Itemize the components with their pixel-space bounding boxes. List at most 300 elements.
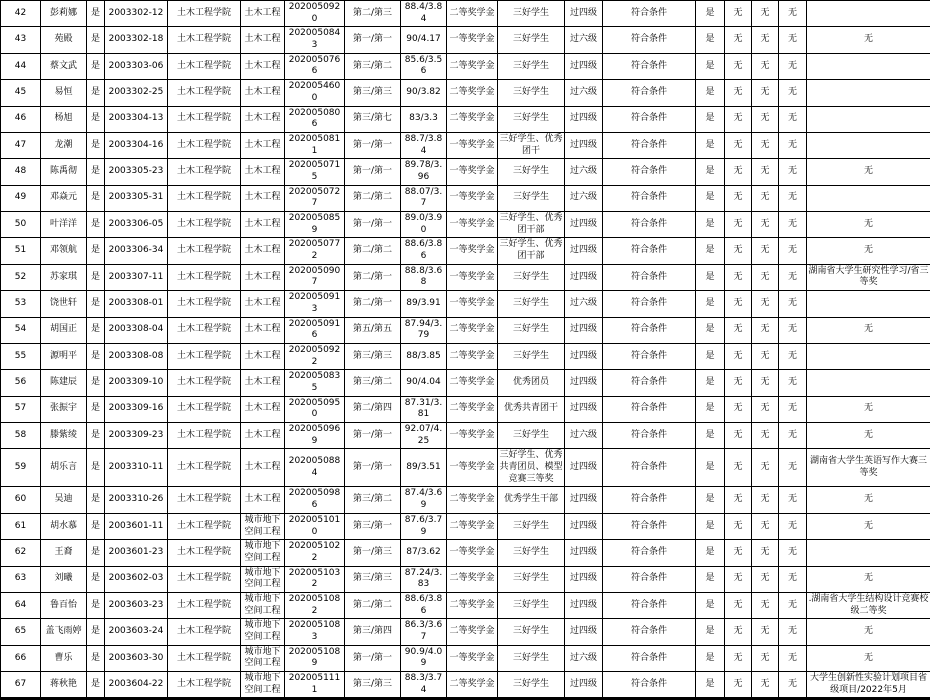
cell-major[interactable]: 土木工程 — [241, 487, 285, 513]
cell-rank[interactable]: 第二/第二 — [345, 238, 401, 264]
cell-no[interactable]: 60 — [1, 487, 41, 513]
cell-scholarship[interactable]: 一等奖学金 — [447, 423, 498, 449]
cell-extra3[interactable]: 无 — [779, 449, 807, 487]
cell-extra1[interactable]: 无 — [725, 264, 752, 290]
cell-student_no[interactable]: 2020050843 — [285, 27, 345, 53]
cell-name[interactable]: 曹乐 — [41, 645, 87, 671]
cell-no[interactable]: 47 — [1, 132, 41, 158]
cell-honor[interactable]: 三好学生 — [498, 566, 565, 592]
cell-remark[interactable]: 无 — [807, 396, 930, 422]
cell-qualified[interactable]: 符合条件 — [603, 449, 696, 487]
cell-name[interactable]: 蒋秋艳 — [41, 672, 87, 699]
cell-class_id[interactable]: 2003305-31 — [105, 185, 168, 211]
cell-rank[interactable]: 第三/第二 — [345, 487, 401, 513]
cell-confirm2[interactable]: 是 — [696, 540, 725, 566]
cell-major[interactable]: 城市地下空间工程 — [241, 566, 285, 592]
cell-major[interactable]: 城市地下空间工程 — [241, 672, 285, 699]
cell-scholarship[interactable]: 二等奖学金 — [447, 487, 498, 513]
cell-qualified[interactable]: 符合条件 — [603, 619, 696, 645]
cell-student_no[interactable]: 2020051010 — [285, 513, 345, 539]
cell-college[interactable]: 土木工程学院 — [168, 185, 241, 211]
cell-major[interactable]: 土木工程 — [241, 264, 285, 290]
cell-college[interactable]: 土木工程学院 — [168, 132, 241, 158]
cell-extra2[interactable]: 无 — [752, 672, 779, 699]
cell-major[interactable]: 城市地下空间工程 — [241, 513, 285, 539]
cell-extra3[interactable]: 无 — [779, 317, 807, 343]
cell-class_id[interactable]: 2003306-34 — [105, 238, 168, 264]
cell-confirm2[interactable]: 是 — [696, 619, 725, 645]
cell-name[interactable]: 陈禹彻 — [41, 159, 87, 185]
cell-extra1[interactable]: 无 — [725, 672, 752, 699]
cell-major[interactable]: 土木工程 — [241, 238, 285, 264]
cell-student_no[interactable]: 2020051111 — [285, 672, 345, 699]
cell-no[interactable]: 61 — [1, 513, 41, 539]
cell-rank[interactable]: 第一/第一 — [345, 645, 401, 671]
cell-name[interactable]: 王裔 — [41, 540, 87, 566]
cell-class_id[interactable]: 2003604-22 — [105, 672, 168, 699]
cell-college[interactable]: 土木工程学院 — [168, 106, 241, 132]
cell-confirm2[interactable]: 是 — [696, 566, 725, 592]
cell-cet[interactable]: 过四级 — [565, 264, 603, 290]
cell-name[interactable]: 叶洋洋 — [41, 212, 87, 238]
cell-qualified[interactable]: 符合条件 — [603, 317, 696, 343]
cell-no[interactable]: 54 — [1, 317, 41, 343]
cell-scholarship[interactable]: 一等奖学金 — [447, 132, 498, 158]
cell-qualified[interactable]: 符合条件 — [603, 1, 696, 27]
cell-extra3[interactable]: 无 — [779, 1, 807, 27]
cell-no[interactable]: 64 — [1, 592, 41, 618]
cell-extra3[interactable]: 无 — [779, 370, 807, 396]
cell-name[interactable]: 吴迪 — [41, 487, 87, 513]
cell-extra3[interactable]: 无 — [779, 106, 807, 132]
cell-college[interactable]: 土木工程学院 — [168, 159, 241, 185]
cell-name[interactable]: 邓焱元 — [41, 185, 87, 211]
cell-major[interactable]: 城市地下空间工程 — [241, 540, 285, 566]
cell-class_id[interactable]: 2003310-26 — [105, 487, 168, 513]
cell-cet[interactable]: 过四级 — [565, 343, 603, 369]
cell-extra3[interactable]: 无 — [779, 80, 807, 106]
cell-rank[interactable]: 第三/第三 — [345, 80, 401, 106]
cell-no[interactable]: 50 — [1, 212, 41, 238]
cell-college[interactable]: 土木工程学院 — [168, 80, 241, 106]
cell-student_no[interactable]: 2020050920 — [285, 1, 345, 27]
cell-qualified[interactable]: 符合条件 — [603, 513, 696, 539]
cell-scholarship[interactable]: 一等奖学金 — [447, 159, 498, 185]
cell-confirm[interactable]: 是 — [87, 566, 105, 592]
cell-honor[interactable]: 三好学生 — [498, 645, 565, 671]
cell-class_id[interactable]: 2003304-16 — [105, 132, 168, 158]
cell-qualified[interactable]: 符合条件 — [603, 487, 696, 513]
cell-score[interactable]: 89/3.51 — [401, 449, 447, 487]
cell-scholarship[interactable]: 二等奖学金 — [447, 1, 498, 27]
cell-extra3[interactable]: 无 — [779, 619, 807, 645]
cell-student_no[interactable]: 2020050913 — [285, 291, 345, 317]
cell-score[interactable]: 89/3.91 — [401, 291, 447, 317]
cell-remark[interactable]: 无 — [807, 566, 930, 592]
cell-extra1[interactable]: 无 — [725, 212, 752, 238]
cell-confirm2[interactable]: 是 — [696, 212, 725, 238]
cell-class_id[interactable]: 2003602-03 — [105, 566, 168, 592]
cell-scholarship[interactable]: 一等奖学金 — [447, 264, 498, 290]
cell-score[interactable]: 88.6/3.86 — [401, 592, 447, 618]
cell-extra2[interactable]: 无 — [752, 513, 779, 539]
cell-confirm2[interactable]: 是 — [696, 53, 725, 79]
cell-extra3[interactable]: 无 — [779, 264, 807, 290]
cell-confirm2[interactable]: 是 — [696, 396, 725, 422]
cell-name[interactable]: 刘曦 — [41, 566, 87, 592]
cell-extra2[interactable]: 无 — [752, 212, 779, 238]
cell-confirm[interactable]: 是 — [87, 343, 105, 369]
cell-qualified[interactable]: 符合条件 — [603, 291, 696, 317]
cell-confirm[interactable]: 是 — [87, 449, 105, 487]
cell-score[interactable]: 89.0/3.90 — [401, 212, 447, 238]
cell-confirm2[interactable]: 是 — [696, 132, 725, 158]
cell-confirm2[interactable]: 是 — [696, 106, 725, 132]
cell-remark[interactable] — [807, 1, 930, 27]
cell-rank[interactable]: 第一/第一 — [345, 27, 401, 53]
cell-score[interactable]: 90.9/4.09 — [401, 645, 447, 671]
cell-no[interactable]: 52 — [1, 264, 41, 290]
cell-remark[interactable] — [807, 53, 930, 79]
cell-college[interactable]: 土木工程学院 — [168, 645, 241, 671]
cell-no[interactable]: 46 — [1, 106, 41, 132]
cell-college[interactable]: 土木工程学院 — [168, 291, 241, 317]
cell-qualified[interactable]: 符合条件 — [603, 80, 696, 106]
cell-no[interactable]: 59 — [1, 449, 41, 487]
cell-name[interactable]: 易恒 — [41, 80, 87, 106]
cell-score[interactable]: 87.94/3.79 — [401, 317, 447, 343]
cell-confirm[interactable]: 是 — [87, 1, 105, 27]
cell-rank[interactable]: 第五/第五 — [345, 317, 401, 343]
cell-honor[interactable]: 三好学生 — [498, 592, 565, 618]
cell-student_no[interactable]: 2020050884 — [285, 449, 345, 487]
cell-extra1[interactable]: 无 — [725, 396, 752, 422]
cell-no[interactable]: 58 — [1, 423, 41, 449]
cell-cet[interactable]: 过四级 — [565, 672, 603, 699]
cell-honor[interactable]: 三好学生 — [498, 1, 565, 27]
cell-confirm2[interactable]: 是 — [696, 238, 725, 264]
cell-confirm[interactable]: 是 — [87, 132, 105, 158]
cell-class_id[interactable]: 2003603-24 — [105, 619, 168, 645]
cell-honor[interactable]: 优秀团员 — [498, 370, 565, 396]
cell-remark[interactable]: 无 — [807, 159, 930, 185]
cell-college[interactable]: 土木工程学院 — [168, 449, 241, 487]
cell-remark[interactable]: 无 — [807, 238, 930, 264]
cell-scholarship[interactable]: 一等奖学金 — [447, 291, 498, 317]
cell-score[interactable]: 88/3.85 — [401, 343, 447, 369]
cell-cet[interactable]: 过四级 — [565, 487, 603, 513]
cell-rank[interactable]: 第一/第一 — [345, 212, 401, 238]
cell-no[interactable]: 67 — [1, 672, 41, 699]
cell-honor[interactable]: 三好学生 — [498, 317, 565, 343]
cell-qualified[interactable]: 符合条件 — [603, 592, 696, 618]
cell-extra2[interactable]: 无 — [752, 159, 779, 185]
cell-name[interactable]: 陈建辰 — [41, 370, 87, 396]
cell-student_no[interactable]: 2020050772 — [285, 238, 345, 264]
cell-extra2[interactable]: 无 — [752, 370, 779, 396]
cell-score[interactable]: 88.7/3.84 — [401, 132, 447, 158]
cell-cet[interactable]: 过四级 — [565, 132, 603, 158]
cell-confirm[interactable]: 是 — [87, 317, 105, 343]
cell-rank[interactable]: 第二/第二 — [345, 592, 401, 618]
cell-confirm[interactable]: 是 — [87, 291, 105, 317]
cell-scholarship[interactable]: 二等奖学金 — [447, 566, 498, 592]
cell-no[interactable]: 45 — [1, 80, 41, 106]
cell-student_no[interactable]: 2020050986 — [285, 487, 345, 513]
cell-class_id[interactable]: 2003603-30 — [105, 645, 168, 671]
cell-class_id[interactable]: 2003305-23 — [105, 159, 168, 185]
cell-class_id[interactable]: 2003309-10 — [105, 370, 168, 396]
cell-extra2[interactable]: 无 — [752, 540, 779, 566]
cell-name[interactable]: 胡乐言 — [41, 449, 87, 487]
cell-scholarship[interactable]: 二等奖学金 — [447, 317, 498, 343]
cell-student_no[interactable]: 2020051082 — [285, 592, 345, 618]
cell-honor[interactable]: 优秀学生干部 — [498, 487, 565, 513]
cell-confirm2[interactable]: 是 — [696, 645, 725, 671]
cell-extra2[interactable]: 无 — [752, 1, 779, 27]
cell-cet[interactable]: 过四级 — [565, 238, 603, 264]
cell-class_id[interactable]: 2003308-08 — [105, 343, 168, 369]
cell-rank[interactable]: 第一/第一 — [345, 449, 401, 487]
cell-student_no[interactable]: 2020050727 — [285, 185, 345, 211]
cell-cet[interactable]: 过四级 — [565, 540, 603, 566]
cell-college[interactable]: 土木工程学院 — [168, 619, 241, 645]
cell-extra1[interactable]: 无 — [725, 540, 752, 566]
cell-cet[interactable]: 过六级 — [565, 27, 603, 53]
cell-major[interactable]: 城市地下空间工程 — [241, 645, 285, 671]
cell-no[interactable]: 51 — [1, 238, 41, 264]
cell-extra3[interactable]: 无 — [779, 132, 807, 158]
cell-student_no[interactable]: 2020050835 — [285, 370, 345, 396]
cell-score[interactable]: 92.07/4.25 — [401, 423, 447, 449]
cell-no[interactable]: 42 — [1, 1, 41, 27]
cell-name[interactable]: 张振宇 — [41, 396, 87, 422]
cell-cet[interactable]: 过六级 — [565, 185, 603, 211]
cell-class_id[interactable]: 2003302-18 — [105, 27, 168, 53]
cell-student_no[interactable]: 2020050806 — [285, 106, 345, 132]
cell-rank[interactable]: 第三/第一 — [345, 513, 401, 539]
cell-extra2[interactable]: 无 — [752, 132, 779, 158]
cell-extra1[interactable]: 无 — [725, 80, 752, 106]
cell-remark[interactable]: 大学生创新性实验计划项目省级项目/2022年5月 — [807, 672, 930, 699]
cell-score[interactable]: 87.31/3.81 — [401, 396, 447, 422]
cell-student_no[interactable]: 2020050950 — [285, 396, 345, 422]
cell-extra1[interactable]: 无 — [725, 1, 752, 27]
cell-remark[interactable] — [807, 291, 930, 317]
cell-college[interactable]: 土木工程学院 — [168, 264, 241, 290]
cell-no[interactable]: 44 — [1, 53, 41, 79]
cell-scholarship[interactable]: 二等奖学金 — [447, 672, 498, 699]
cell-extra2[interactable]: 无 — [752, 566, 779, 592]
cell-class_id[interactable]: 2003309-16 — [105, 396, 168, 422]
cell-cet[interactable]: 过四级 — [565, 370, 603, 396]
cell-cet[interactable]: 过六级 — [565, 291, 603, 317]
cell-student_no[interactable]: 2020050907 — [285, 264, 345, 290]
cell-score[interactable]: 88.6/3.86 — [401, 238, 447, 264]
cell-extra1[interactable]: 无 — [725, 423, 752, 449]
cell-scholarship[interactable]: 二等奖学金 — [447, 80, 498, 106]
cell-cet[interactable]: 过六级 — [565, 80, 603, 106]
cell-extra3[interactable]: 无 — [779, 185, 807, 211]
cell-score[interactable]: 90/3.82 — [401, 80, 447, 106]
cell-score[interactable]: 89.78/3.96 — [401, 159, 447, 185]
cell-rank[interactable]: 第二/第四 — [345, 396, 401, 422]
cell-extra2[interactable]: 无 — [752, 238, 779, 264]
cell-score[interactable]: 87.4/3.69 — [401, 487, 447, 513]
cell-scholarship[interactable]: 二等奖学金 — [447, 592, 498, 618]
cell-remark[interactable]: 湖南省大学生英语写作大赛三等奖 — [807, 449, 930, 487]
cell-score[interactable]: 90/4.04 — [401, 370, 447, 396]
cell-rank[interactable]: 第三/第三 — [345, 566, 401, 592]
cell-extra2[interactable]: 无 — [752, 645, 779, 671]
cell-honor[interactable]: 三好学生 — [498, 53, 565, 79]
cell-rank[interactable]: 第一/第三 — [345, 540, 401, 566]
cell-honor[interactable]: 三好学生 — [498, 27, 565, 53]
cell-cet[interactable]: 过四级 — [565, 53, 603, 79]
cell-confirm2[interactable]: 是 — [696, 264, 725, 290]
cell-cet[interactable]: 过四级 — [565, 513, 603, 539]
cell-college[interactable]: 土木工程学院 — [168, 672, 241, 699]
cell-extra2[interactable]: 无 — [752, 185, 779, 211]
cell-confirm2[interactable]: 是 — [696, 343, 725, 369]
cell-extra1[interactable]: 无 — [725, 53, 752, 79]
cell-remark[interactable] — [807, 80, 930, 106]
cell-class_id[interactable]: 2003304-13 — [105, 106, 168, 132]
cell-honor[interactable]: 三好学生 — [498, 80, 565, 106]
cell-confirm[interactable]: 是 — [87, 487, 105, 513]
cell-no[interactable]: 53 — [1, 291, 41, 317]
cell-cet[interactable]: 过四级 — [565, 212, 603, 238]
cell-remark[interactable] — [807, 370, 930, 396]
cell-qualified[interactable]: 符合条件 — [603, 566, 696, 592]
cell-extra2[interactable]: 无 — [752, 396, 779, 422]
cell-score[interactable]: 87/3.62 — [401, 540, 447, 566]
cell-honor[interactable]: 三好学生 — [498, 343, 565, 369]
cell-class_id[interactable]: 2003310-11 — [105, 449, 168, 487]
cell-confirm2[interactable]: 是 — [696, 449, 725, 487]
cell-name[interactable]: 苏家琪 — [41, 264, 87, 290]
cell-extra1[interactable]: 无 — [725, 132, 752, 158]
cell-major[interactable]: 土木工程 — [241, 396, 285, 422]
cell-extra3[interactable]: 无 — [779, 159, 807, 185]
cell-extra2[interactable]: 无 — [752, 343, 779, 369]
cell-no[interactable]: 62 — [1, 540, 41, 566]
cell-confirm2[interactable]: 是 — [696, 317, 725, 343]
cell-extra2[interactable]: 无 — [752, 487, 779, 513]
cell-student_no[interactable]: 2020050922 — [285, 343, 345, 369]
cell-name[interactable]: 源明平 — [41, 343, 87, 369]
cell-confirm2[interactable]: 是 — [696, 185, 725, 211]
cell-student_no[interactable]: 2020050715 — [285, 159, 345, 185]
cell-score[interactable]: 88.8/3.68 — [401, 264, 447, 290]
cell-qualified[interactable]: 符合条件 — [603, 53, 696, 79]
cell-extra3[interactable]: 无 — [779, 396, 807, 422]
cell-honor[interactable]: 三好学生 — [498, 291, 565, 317]
cell-name[interactable]: 胡国正 — [41, 317, 87, 343]
cell-extra3[interactable]: 无 — [779, 592, 807, 618]
cell-extra3[interactable]: 无 — [779, 513, 807, 539]
cell-rank[interactable]: 第一/第一 — [345, 423, 401, 449]
cell-major[interactable]: 城市地下空间工程 — [241, 592, 285, 618]
cell-cet[interactable]: 过四级 — [565, 317, 603, 343]
cell-college[interactable]: 土木工程学院 — [168, 317, 241, 343]
cell-extra3[interactable]: 无 — [779, 487, 807, 513]
cell-college[interactable]: 土木工程学院 — [168, 566, 241, 592]
cell-confirm[interactable]: 是 — [87, 645, 105, 671]
cell-major[interactable]: 土木工程 — [241, 53, 285, 79]
cell-major[interactable]: 土木工程 — [241, 132, 285, 158]
cell-major[interactable]: 土木工程 — [241, 106, 285, 132]
cell-scholarship[interactable]: 一等奖学金 — [447, 185, 498, 211]
cell-no[interactable]: 57 — [1, 396, 41, 422]
cell-rank[interactable]: 第二/第二 — [345, 185, 401, 211]
cell-major[interactable]: 土木工程 — [241, 80, 285, 106]
cell-extra1[interactable]: 无 — [725, 185, 752, 211]
cell-class_id[interactable]: 2003307-11 — [105, 264, 168, 290]
cell-extra2[interactable]: 无 — [752, 449, 779, 487]
cell-rank[interactable]: 第一/第一 — [345, 132, 401, 158]
cell-scholarship[interactable]: 一等奖学金 — [447, 212, 498, 238]
cell-qualified[interactable]: 符合条件 — [603, 185, 696, 211]
cell-name[interactable]: 滕紫绫 — [41, 423, 87, 449]
cell-honor[interactable]: 三好学生、优秀团干部 — [498, 212, 565, 238]
cell-major[interactable]: 土木工程 — [241, 1, 285, 27]
cell-confirm2[interactable]: 是 — [696, 1, 725, 27]
cell-extra1[interactable]: 无 — [725, 238, 752, 264]
cell-no[interactable]: 49 — [1, 185, 41, 211]
cell-scholarship[interactable]: 一等奖学金 — [447, 27, 498, 53]
cell-college[interactable]: 土木工程学院 — [168, 53, 241, 79]
cell-rank[interactable]: 第二/第一 — [345, 291, 401, 317]
cell-confirm2[interactable]: 是 — [696, 80, 725, 106]
cell-extra1[interactable]: 无 — [725, 645, 752, 671]
cell-extra2[interactable]: 无 — [752, 27, 779, 53]
cell-confirm[interactable]: 是 — [87, 212, 105, 238]
cell-class_id[interactable]: 2003309-23 — [105, 423, 168, 449]
cell-student_no[interactable]: 2020051032 — [285, 566, 345, 592]
cell-confirm2[interactable]: 是 — [696, 291, 725, 317]
cell-remark[interactable] — [807, 106, 930, 132]
cell-extra1[interactable]: 无 — [725, 291, 752, 317]
cell-name[interactable]: 邓领航 — [41, 238, 87, 264]
cell-confirm2[interactable]: 是 — [696, 423, 725, 449]
cell-qualified[interactable]: 符合条件 — [603, 212, 696, 238]
cell-qualified[interactable]: 符合条件 — [603, 396, 696, 422]
cell-major[interactable]: 土木工程 — [241, 317, 285, 343]
cell-extra1[interactable]: 无 — [725, 370, 752, 396]
cell-name[interactable]: 胡水慕 — [41, 513, 87, 539]
cell-scholarship[interactable]: 二等奖学金 — [447, 343, 498, 369]
cell-remark[interactable] — [807, 540, 930, 566]
cell-name[interactable]: 鲁百怡 — [41, 592, 87, 618]
cell-qualified[interactable]: 符合条件 — [603, 27, 696, 53]
cell-major[interactable]: 土木工程 — [241, 27, 285, 53]
cell-qualified[interactable]: 符合条件 — [603, 264, 696, 290]
cell-qualified[interactable]: 符合条件 — [603, 540, 696, 566]
cell-student_no[interactable]: 2020050969 — [285, 423, 345, 449]
cell-extra1[interactable]: 无 — [725, 513, 752, 539]
cell-college[interactable]: 土木工程学院 — [168, 1, 241, 27]
cell-class_id[interactable]: 2003302-12 — [105, 1, 168, 27]
cell-class_id[interactable]: 2003303-06 — [105, 53, 168, 79]
cell-rank[interactable]: 第三/第四 — [345, 619, 401, 645]
cell-confirm[interactable]: 是 — [87, 53, 105, 79]
cell-no[interactable]: 65 — [1, 619, 41, 645]
cell-score[interactable]: 90/4.17 — [401, 27, 447, 53]
cell-honor[interactable]: 三好学生 — [498, 540, 565, 566]
cell-confirm[interactable]: 是 — [87, 159, 105, 185]
cell-major[interactable]: 土木工程 — [241, 343, 285, 369]
